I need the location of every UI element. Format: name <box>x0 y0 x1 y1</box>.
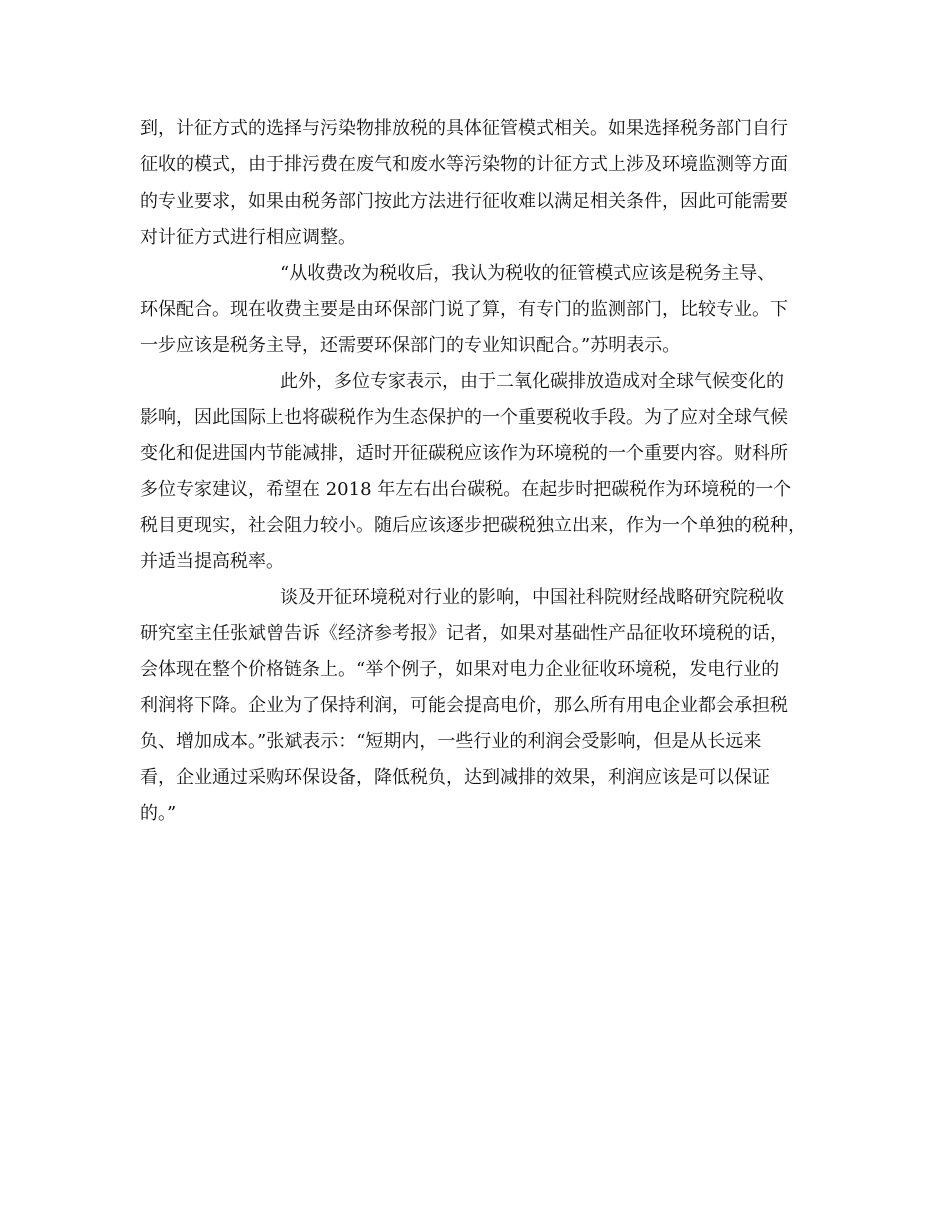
text-line: 对计征方式进行相应调整。 <box>140 227 356 248</box>
text-line: 多位专家建议，希望在 2018 年左右出台碳税。在起步时把碳税作为环境税的一个 <box>140 479 792 500</box>
text-line: 利润将下降。企业为了保持利润，可能会提高电价，那么所有用电企业都会承担税 <box>140 695 788 716</box>
text-line: 研究室主任张斌曾告诉《经济参考报》记者，如果对基础性产品征收环境税的话， <box>140 623 788 644</box>
text-line: 一步应该是税务主导，还需要环保部门的专业知识配合。”苏明表示。 <box>140 335 681 356</box>
text-line: 税目更现实，社会阻力较小。随后应该逐步把碳税独立出来，作为一个单独的税种， <box>140 515 806 536</box>
text-line: 并适当提高税率。 <box>140 551 284 572</box>
text-line: 的。” <box>140 803 177 824</box>
text-line: 影响，因此国际上也将碳税作为生态保护的一个重要税收手段。为了应对全球气候 <box>140 407 788 428</box>
text-line: 负、增加成本。”张斌表示：“短期内，一些行业的利润会受影响，但是从长远来 <box>140 731 762 752</box>
text-line: 看，企业通过采购环保设备，降低税负，达到减排的效果，利润应该是可以保证 <box>140 767 770 788</box>
paragraph-first-line: 此外，多位专家表示，由于二氧化碳排放造成对全球气候变化的 <box>280 371 784 392</box>
paragraph-first-line: 谈及开征环境税对行业的影响，中国社科院财经战略研究院税收 <box>280 587 784 608</box>
text-line: 变化和促进国内节能减排，适时开征碳税应该作为环境税的一个重要内容。财科所 <box>140 443 788 464</box>
paragraph-first-line: “从收费改为税收后，我认为税收的征管模式应该是税务主导、 <box>280 263 776 284</box>
text-line: 征收的模式，由于排污费在废气和废水等污染物的计征方式上涉及环境监测等方面 <box>140 154 788 175</box>
text-line: 环保配合。现在收费主要是由环保部门说了算，有专门的监测部门，比较专业。下 <box>140 299 788 320</box>
text-line: 会体现在整个价格链条上。“举个例子，如果对电力企业征收环境税，发电行业的 <box>140 659 780 680</box>
text-line: 到，计征方式的选择与污染物排放税的具体征管模式相关。如果选择税务部门自行 <box>140 118 788 139</box>
text-line: 的专业要求，如果由税务部门按此方法进行征收难以满足相关条件，因此可能需要 <box>140 191 788 212</box>
